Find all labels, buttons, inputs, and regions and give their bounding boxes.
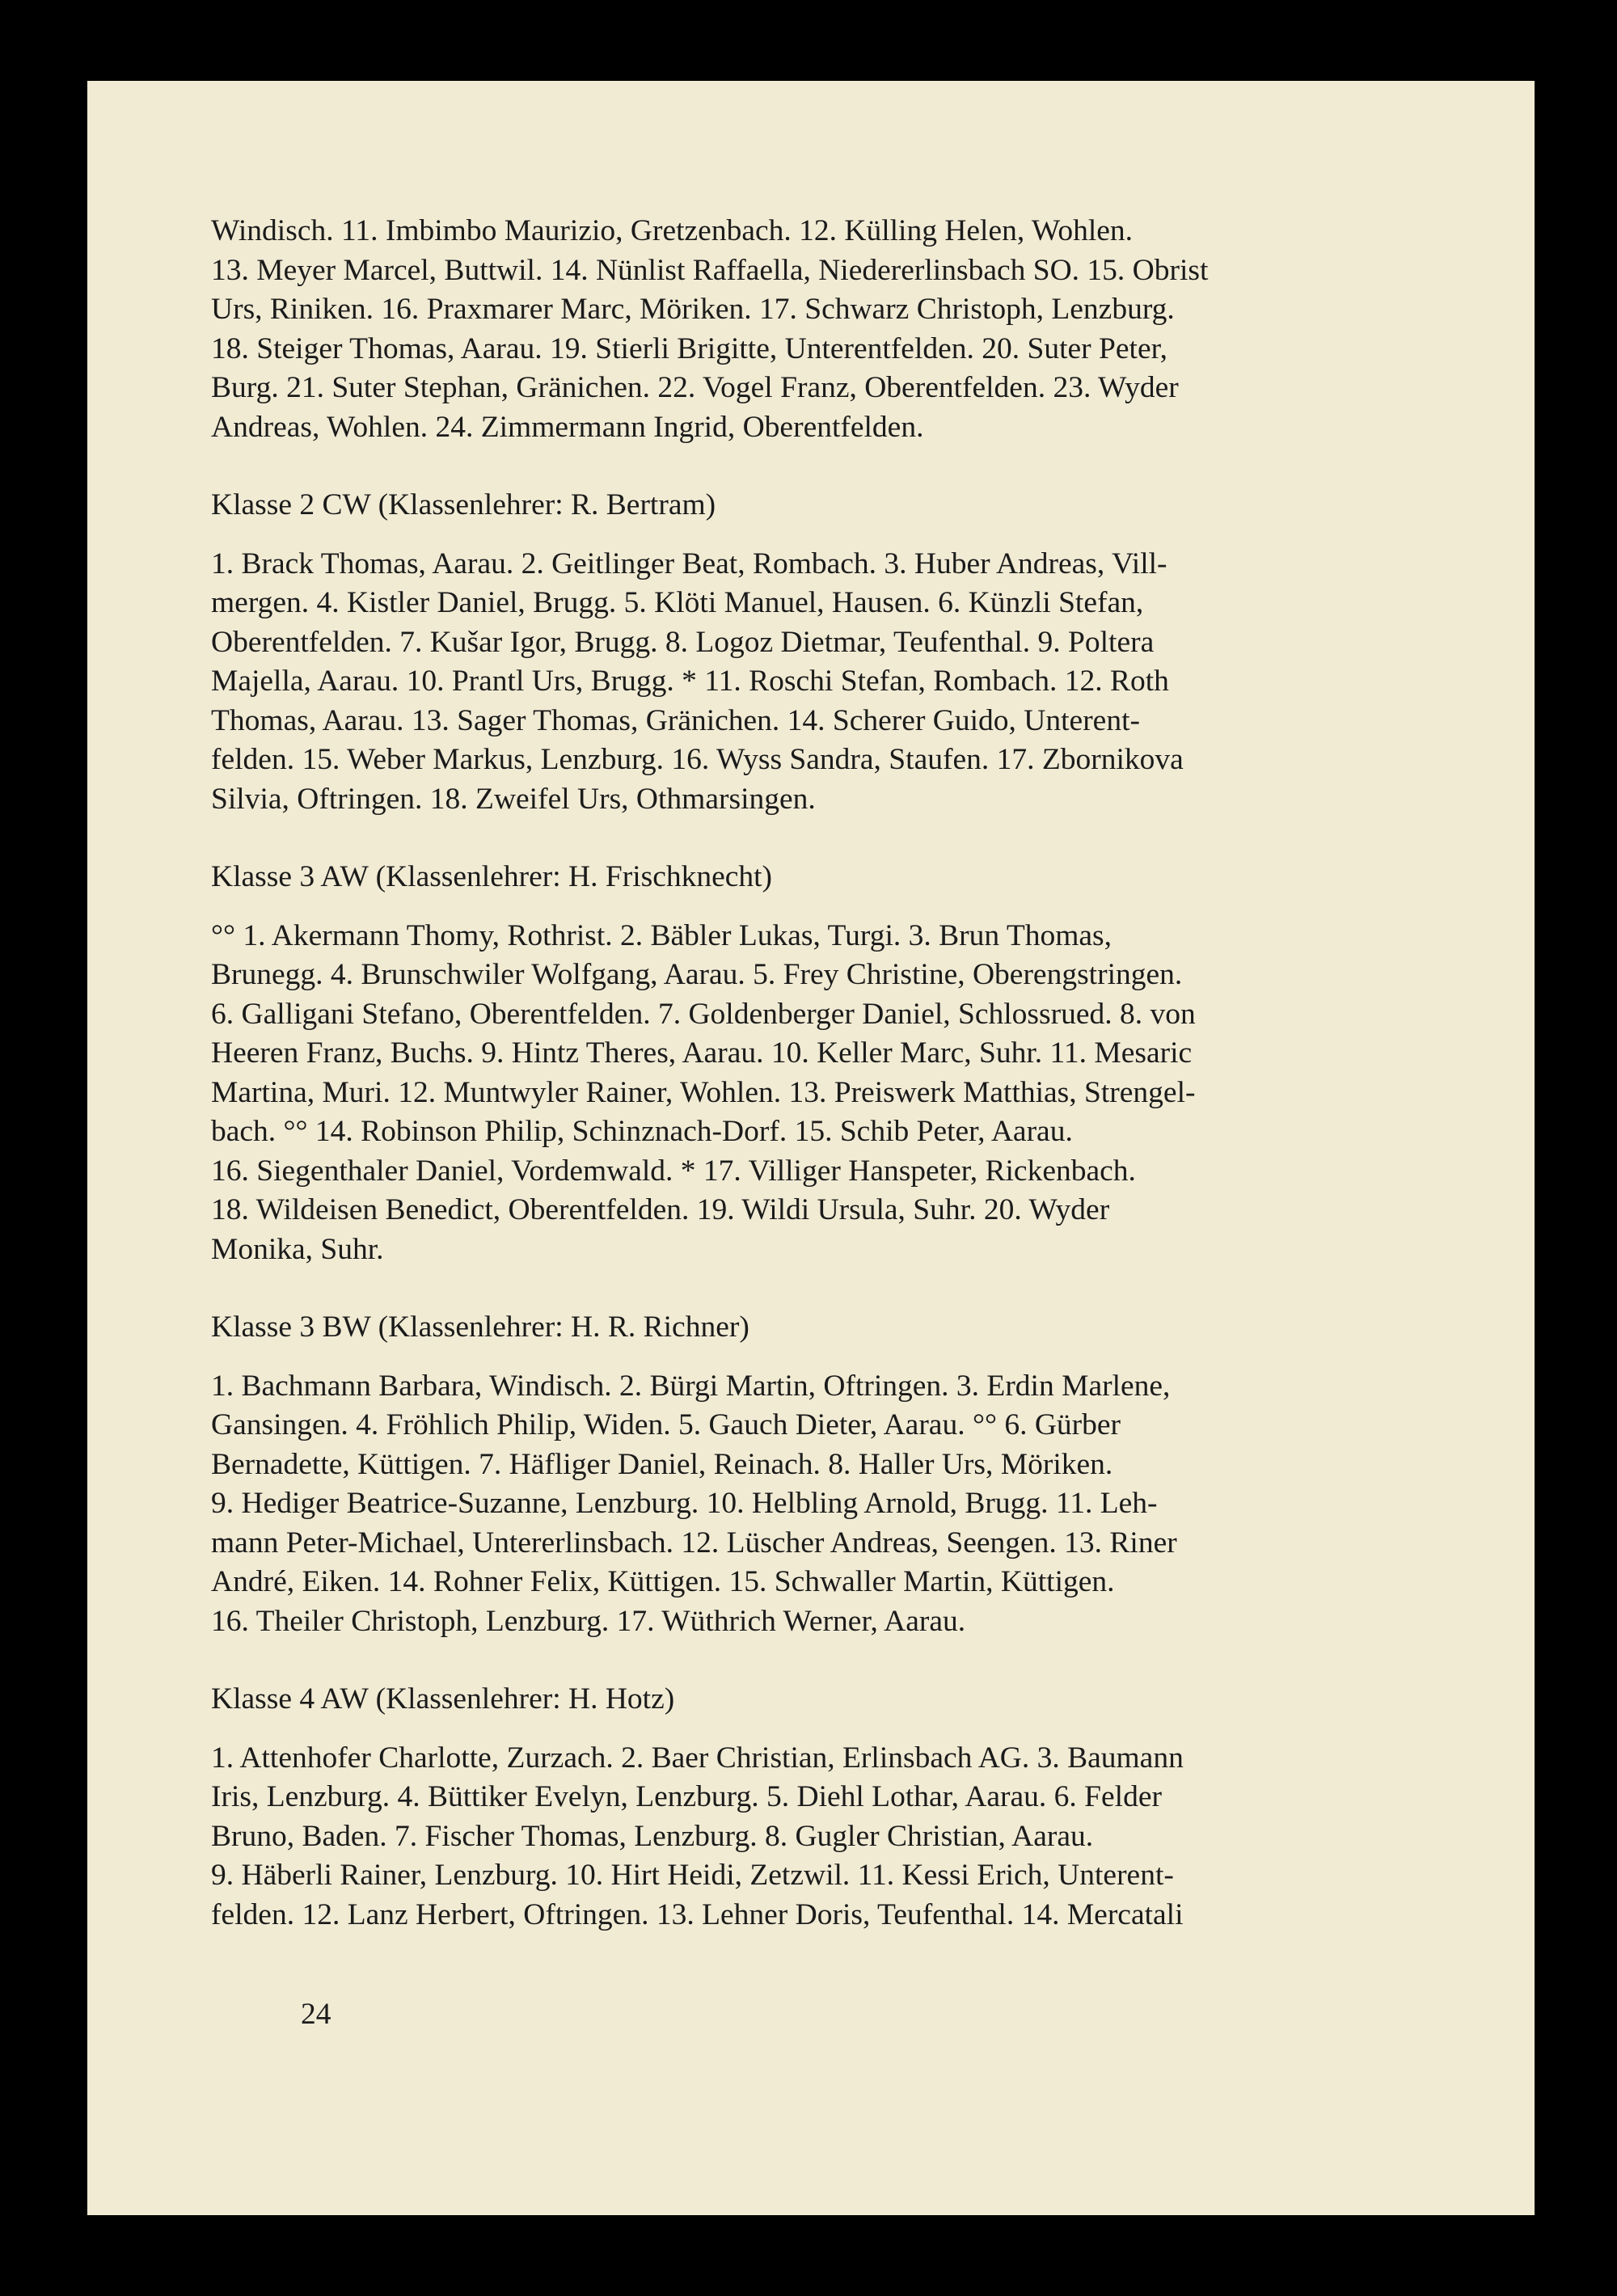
class-heading: Klasse 4 AW (Klassenlehrer: H. Hotz)	[211, 1682, 675, 1716]
student-list-paragraph	[211, 1367, 1480, 1642]
text-line: mann Peter-Michael, Untererlinsbach. 12. Lüscher Andreas, Seengen. 13. Riner	[211, 1526, 1177, 1560]
text-line: Brunegg. 4. Brunschwiler Wolfgang, Aarau. 5. Frey Christine, Oberengstringen.	[211, 958, 1183, 991]
document-body	[211, 212, 1480, 1935]
student-list-paragraph	[211, 1739, 1480, 1935]
text-line: bach. °° 14. Robinson Philip, Schinznach-Dorf. 15. Schib Peter, Aarau.	[211, 1115, 1073, 1148]
text-line: °° 1. Akermann Thomy, Rothrist. 2. Bäbler Lukas, Turgi. 3. Brun Thomas,	[211, 918, 1112, 952]
text-line: Bernadette, Küttigen. 7. Häfliger Daniel, Reinach. 8. Haller Urs, Möriken.	[211, 1447, 1113, 1481]
text-line: André, Eiken. 14. Rohner Felix, Küttigen. 15. Schwaller Martin, Küttigen.	[211, 1565, 1115, 1598]
text-line: 13. Meyer Marcel, Buttwil. 14. Nünlist Raffaella, Niedererlinsbach SO. 15. Obrist	[211, 253, 1209, 287]
text-line: Majella, Aarau. 10. Prantl Urs, Brugg. * 11. Roschi Stefan, Rombach. 12. Roth	[211, 665, 1169, 698]
student-list-paragraph	[211, 917, 1480, 1270]
text-line: 1. Brack Thomas, Aarau. 2. Geitlinger Beat, Rombach. 3. Huber Andreas, Vill-	[211, 547, 1167, 580]
text-line: Andreas, Wohlen. 24. Zimmermann Ingrid, Oberentfelden.	[211, 410, 924, 444]
text-line: 16. Theiler Christoph, Lenzburg. 17. Wüthrich Werner, Aarau.	[211, 1604, 966, 1638]
text-line: 1. Attenhofer Charlotte, Zurzach. 2. Baer Christian, Erlinsbach AG. 3. Baumann	[211, 1741, 1184, 1775]
text-line: 9. Hediger Beatrice-Suzanne, Lenzburg. 10. Helbling Arnold, Brugg. 11. Leh-	[211, 1487, 1158, 1520]
page-number: 24	[301, 1998, 331, 2031]
text-line: Burg. 21. Suter Stephan, Gränichen. 22. Vogel Franz, Oberentfelden. 23. Wyder	[211, 371, 1179, 404]
text-line: Silvia, Oftringen. 18. Zweifel Urs, Othmarsingen.	[211, 782, 816, 816]
text-line: Windisch. 11. Imbimbo Maurizio, Gretzenbach. 12. Külling Helen, Wohlen.	[211, 214, 1134, 247]
text-line: Bruno, Baden. 7. Fischer Thomas, Lenzburg. 8. Gugler Christian, Aarau.	[211, 1819, 1094, 1853]
text-line: Thomas, Aarau. 13. Sager Thomas, Gränichen. 14. Scherer Guido, Unterent-	[211, 703, 1140, 737]
class-heading: Klasse 2 CW (Klassenlehrer: R. Bertram)	[211, 488, 716, 521]
text-line: Oberentfelden. 7. Kušar Igor, Brugg. 8. Logoz Dietmar, Teufenthal. 9. Poltera	[211, 625, 1155, 659]
text-line: 18. Steiger Thomas, Aarau. 19. Stierli Brigitte, Unterentfelden. 20. Suter Peter,	[211, 331, 1167, 365]
text-line: 18. Wildeisen Benedict, Oberentfelden. 19. Wildi Ursula, Suhr. 20. Wyder	[211, 1193, 1110, 1226]
text-line: Gansingen. 4. Fröhlich Philip, Widen. 5. Gauch Dieter, Aarau. °° 6. Gürber	[211, 1408, 1121, 1441]
text-line: felden. 15. Weber Markus, Lenzburg. 16. Wyss Sandra, Staufen. 17. Zbornikova	[211, 743, 1184, 776]
text-line: mergen. 4. Kistler Daniel, Brugg. 5. Klöti Manuel, Hausen. 6. Künzli Stefan,	[211, 586, 1144, 619]
text-line: felden. 12. Lanz Herbert, Oftringen. 13. Lehner Doris, Teufenthal. 14. Mercatali	[211, 1897, 1184, 1931]
student-list-paragraph	[211, 545, 1480, 820]
text-line: Iris, Lenzburg. 4. Büttiker Evelyn, Lenzburg. 5. Diehl Lothar, Aarau. 6. Felder	[211, 1780, 1162, 1813]
text-line: 1. Bachmann Barbara, Windisch. 2. Bürgi Martin, Oftringen. 3. Erdin Marlene,	[211, 1369, 1171, 1403]
text-line: Martina, Muri. 12. Muntwyler Rainer, Wohlen. 13. Preiswerk Matthias, Strengel-	[211, 1075, 1196, 1109]
text-line: 9. Häberli Rainer, Lenzburg. 10. Hirt Heidi, Zetzwil. 11. Kessi Erich, Unterent-	[211, 1859, 1174, 1892]
student-list-paragraph	[211, 212, 1480, 447]
text-line: Urs, Riniken. 16. Praxmarer Marc, Möriken. 17. Schwarz Christoph, Lenzburg.	[211, 293, 1175, 326]
text-line: Heeren Franz, Buchs. 9. Hintz Theres, Aarau. 10. Keller Marc, Suhr. 11. Mesaric	[211, 1036, 1193, 1070]
class-heading: Klasse 3 AW (Klassenlehrer: H. Frischknecht)	[211, 860, 773, 893]
text-line: 6. Galligani Stefano, Oberentfelden. 7. Goldenberger Daniel, Schlossrued. 8. von	[211, 997, 1196, 1031]
text-line: Monika, Suhr.	[211, 1232, 384, 1266]
text-line: 16. Siegenthaler Daniel, Vordemwald. * 17. Villiger Hanspeter, Rickenbach.	[211, 1154, 1136, 1188]
class-heading: Klasse 3 BW (Klassenlehrer: H. R. Richner)	[211, 1310, 749, 1344]
